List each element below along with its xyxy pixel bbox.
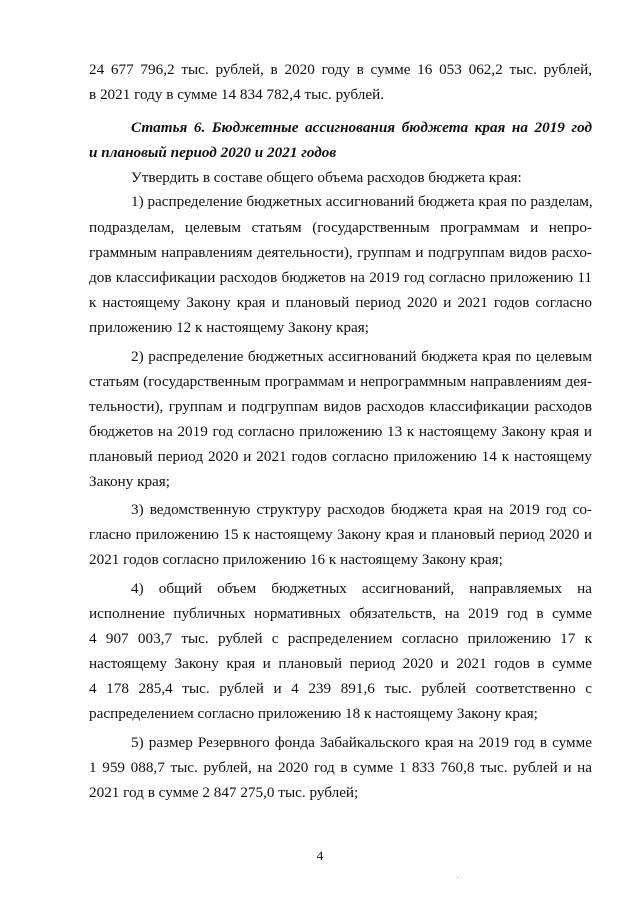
text-line: плановый период 2020 и 2021 годов согласно приложению 14 к настоящему <box>89 448 592 465</box>
text-line: 5) размер Резервного фонда Забайкальского края на 2019 год в сумме <box>131 734 592 751</box>
text-line: 4 907 003,7 тыс. рублей с распределением согласно приложению 17 к <box>89 630 592 647</box>
text-line: дов классификации расходов бюджетов на 2019 год согласно приложению 11 <box>89 269 592 286</box>
page-number: 4 <box>316 848 324 863</box>
text-line: 1 959 088,7 тыс. рублей, на 2020 год в сумме 1 833 760,8 тыс. рублей и на <box>89 759 592 776</box>
text-line: Утвердить в составе общего объема расходов бюджета края: <box>131 169 522 186</box>
scan-speck <box>457 877 458 878</box>
text-line: Закону края; <box>89 473 170 490</box>
text-line: настоящему Закону края и плановый период 2020 и 2021 годов в сумме <box>89 655 592 672</box>
text-line: 2) распределение бюджетных ассигнований бюджета края по целевым <box>131 348 592 365</box>
text-line: приложению 12 к настоящему Закону края; <box>89 319 369 336</box>
text-line: 2021 годов согласно приложению 16 к настоящему Закону края; <box>89 551 503 568</box>
text-line: граммным направлениям деятельности), группам и подгруппам видов расхо- <box>89 244 592 261</box>
text-line: 3) ведомственную структуру расходов бюджета края на 2019 год со- <box>131 501 592 518</box>
text-line: подразделам, целевым статьям (государственным программам и непро- <box>89 219 592 236</box>
text-line: 2021 год в сумме 2 847 275,0 тыс. рублей; <box>89 784 359 801</box>
text-line: к настоящему Закону края и плановый период 2020 и 2021 годов согласно <box>89 294 592 311</box>
text-line: 1) распределение бюджетных ассигнований бюджета края по разделам, <box>131 193 593 210</box>
article-heading: Статья 6. Бюджетные ассигнования бюджета края на 2019 год <box>131 119 592 136</box>
article-heading: и плановый период 2020 и 2021 годов <box>89 144 337 161</box>
text-line: 4) общий объем бюджетных ассигнований, направляемых на <box>131 580 592 597</box>
text-line: гласно приложению 15 к настоящему Закону края и плановый период 2020 и <box>89 526 592 543</box>
text-line: статьям (государственным программам и непрограммным направлениям дея- <box>89 373 592 390</box>
text-line: бюджетов на 2019 год согласно приложению 13 к настоящему Закону края и <box>89 423 592 440</box>
text-line: исполнение публичных нормативных обязательств, на 2019 год в сумме <box>89 605 592 622</box>
text-line: в 2021 году в сумме 14 834 782,4 тыс. рублей. <box>89 86 385 103</box>
text-line: распределением согласно приложению 18 к настоящему Закону края; <box>89 705 538 722</box>
text-line: 24 677 796,2 тыс. рублей, в 2020 году в сумме 16 053 062,2 тыс. рублей, <box>89 61 592 78</box>
text-line: тельности), группам и подгруппам видов расходов классификации расходов <box>89 398 592 415</box>
text-line: 4 178 285,4 тыс. рублей и 4 239 891,6 тыс. рублей соответственно с <box>89 680 592 697</box>
